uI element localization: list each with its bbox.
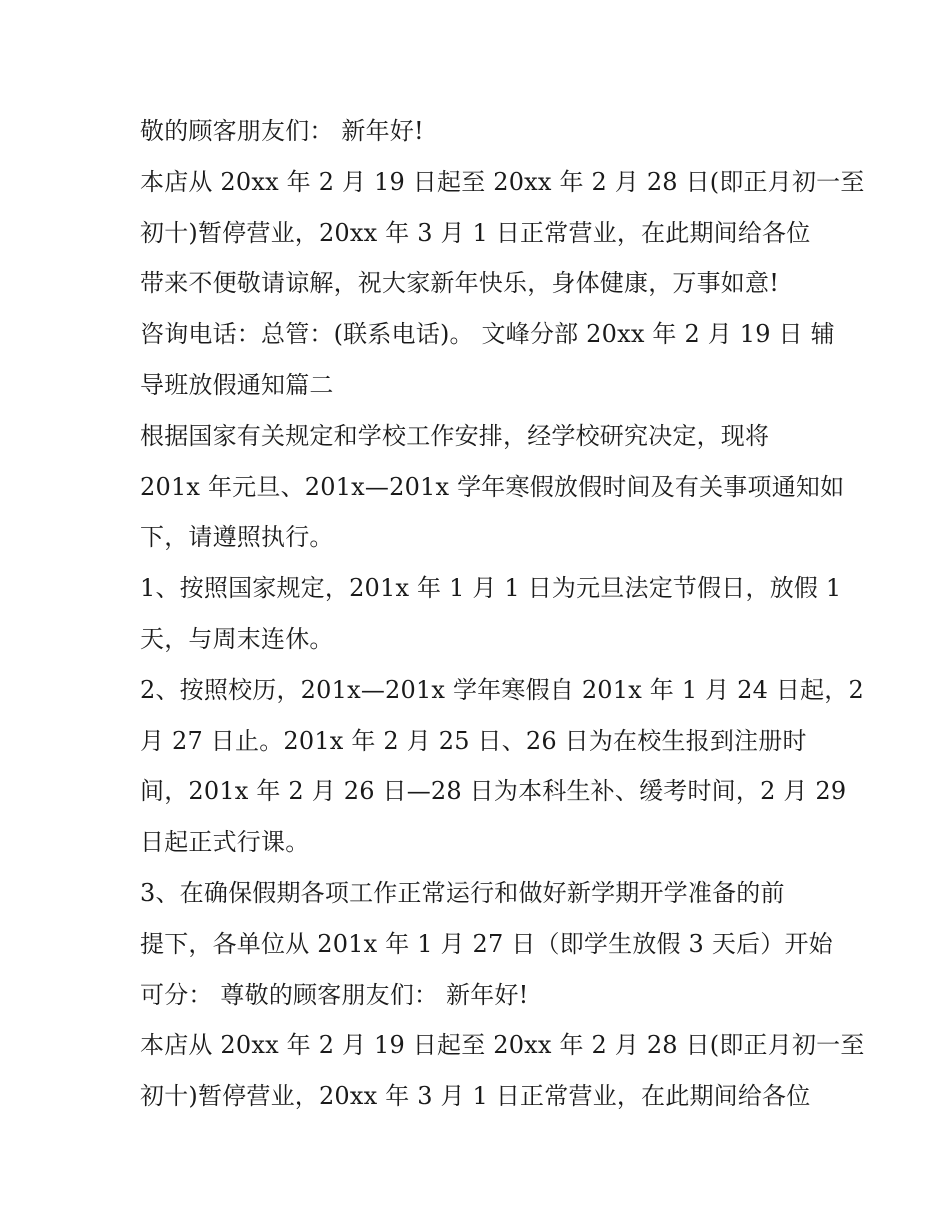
text-line: 201x 年元旦、201x—201x 学年寒假放假时间及有关事项通知如 [140, 472, 845, 501]
text-line: 初十)暂停营业，20xx 年 3 月 1 日正常营业，在此期间给各位 [140, 218, 811, 247]
section-heading: 导班放假通知篇二 [140, 370, 334, 399]
document-body [140, 106, 865, 1122]
text-line: 日起正式行课。 [140, 828, 310, 857]
text-line: 带来不便敬请谅解，祝大家新年快乐，身体健康，万事如意! [140, 269, 780, 298]
text-line: 下，请遵照执行。 [140, 523, 334, 552]
text-line: 初十)暂停营业，20xx 年 3 月 1 日正常营业，在此期间给各位 [140, 1082, 811, 1111]
text-line: 根据国家有关规定和学校工作安排，经学校研究决定，现将 [140, 421, 770, 450]
text-line: 本店从 20xx 年 2 月 19 日起至 20xx 年 2 月 28 日(即正月初一至 [140, 167, 865, 196]
text-line: 敬的顾客朋友们： 新年好! [140, 117, 424, 145]
text-line: 2、按照校历，201x—201x 学年寒假自 201x 年 1 月 24 日起，2 [140, 675, 864, 704]
text-line: 1、按照国家规定，201x 年 1 月 1 日为元旦法定节假日，放假 1 [140, 574, 842, 603]
text-line: 本店从 20xx 年 2 月 19 日起至 20xx 年 2 月 28 日(即正月初一至 [140, 1031, 865, 1060]
text-line: 3、在确保假期各项工作正常运行和做好新学期开学准备的前 [140, 878, 785, 907]
text-line: 咨询电话：总管：(联系电话)。 文峰分部 20xx 年 2 月 19 日 辅 [140, 320, 835, 349]
text-line: 可分： 尊敬的顾客朋友们： 新年好! [140, 980, 529, 1009]
text-line: 月 27 日止。201x 年 2 月 25 日、26 日为在校生报到注册时 [140, 726, 807, 755]
text-line: 提下，各单位从 201x 年 1 月 27 日（即学生放假 3 天后）开始 [140, 929, 833, 958]
text-line: 天，与周末连休。 [140, 624, 334, 653]
text-line: 间，201x 年 2 月 26 日—28 日为本科生补、缓考时间，2 月 29 [140, 777, 847, 806]
